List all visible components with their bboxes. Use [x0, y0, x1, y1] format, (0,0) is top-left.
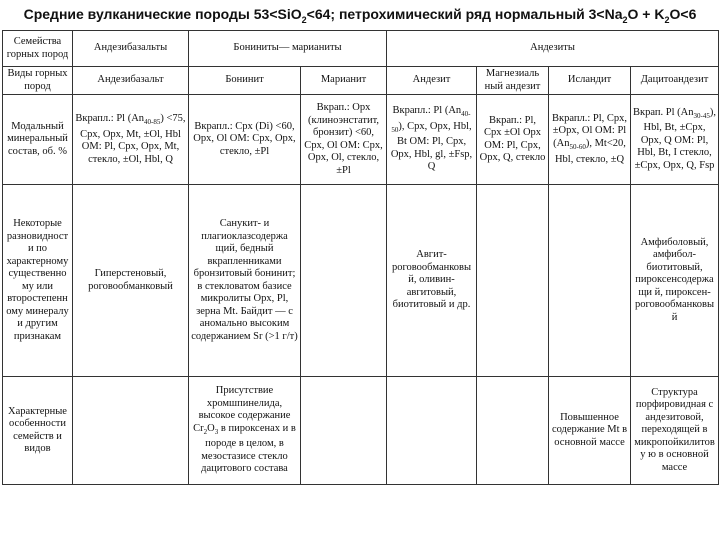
modal-marianite: Вкрап.: Opx (клиноэнстатит, бронзит) <60, Cpx, Ol OM: Cpx, Opx, Ol, стекло, ±Pl: [301, 95, 387, 185]
modal-andesibasalt: Вкрапл.: Pl $(An_{40-85}) <75$, Cpx, Opx, Mt, ±Ol, Hbl OM: Pl, Cpx, Opx, Mt, стекло, ±Ol, Hbl, Q: [73, 95, 189, 185]
kind-andesite: Андезит: [387, 67, 477, 95]
varieties-islandite: [549, 185, 631, 377]
kinds-row: [3, 67, 719, 95]
family-boninites: Бониниты— марианиты: [189, 31, 387, 67]
rock-classification-table: [2, 30, 719, 485]
varieties-andesite: Авгит- роговообманковы й, оливин- авгитовый, биотитовый и др.: [387, 185, 477, 377]
modal-mg-andesite: Вкрап.: Pl, Cpx ±Ol Opx OM: Pl, Cpx, Opx, Q, стекло: [477, 95, 549, 185]
kind-islandite: Исландит: [549, 67, 631, 95]
features-boninite: Присутствие хромшпинелида, высокое содержание $Cr_2O_3$ в пироксенах и в породе в целом, в мезостазисе стекло дацитового состава: [189, 377, 301, 485]
features-marianite: [301, 377, 387, 485]
families-label: Семейства горных пород: [3, 31, 73, 67]
varieties-andesibasalt: Гиперстеновый, роговообманковый: [73, 185, 189, 377]
modal-row: [3, 95, 719, 185]
features-mg-andesite: [477, 377, 549, 485]
modal-boninite: Вкрапл.: Cpx (Di) <60, Opx, Ol OM: Cpx, Opx, стекло, ±Pl: [189, 95, 301, 185]
varieties-mg-andesite: [477, 185, 549, 377]
kind-mg-andesite: Магнезиаль ный андезит: [477, 67, 549, 95]
features-dacitoandesite: Структура порфировидная с андезитовой, переходящей в микропойкилитову ю в основной массе: [631, 377, 719, 485]
features-andesite: [387, 377, 477, 485]
varieties-dacitoandesite: Амфиболовый, амфибол- биотитовый, пироксенсодержащи й, пироксен- роговообманковый: [631, 185, 719, 377]
page-title: Средние вулканические породы 53<SiO$_2$<64; петрохимический ряд нормальный $3<Na_2O + K_2O<6$: [23, 6, 697, 25]
family-andesibasalts: Андезибазальты: [73, 31, 189, 67]
families-row: [3, 31, 719, 67]
kind-boninite: Бонинит: [189, 67, 301, 95]
kind-dacitoandesite: Дацитоандезит: [631, 67, 719, 95]
kind-marianite: Марианит: [301, 67, 387, 95]
features-islandite: Повышенное содержание Mt в основной массе: [549, 377, 631, 485]
features-andesibasalt: [73, 377, 189, 485]
varieties-row: [3, 185, 719, 377]
kinds-label: Виды горных пород: [3, 67, 73, 95]
features-label: Характерные особенности семейств и видов: [3, 377, 73, 485]
modal-dacitoandesite: Вкрап. Pl $(An_{30-45})$, Hbl, Bt, ±Cpx, Opx, Q OM: Pl, Hbl, Bt, I стекло, ±Cpx, Opx, Q, Fsp: [631, 95, 719, 185]
features-row: [3, 377, 719, 485]
modal-andesite: Вкрапл.: Pl $(An_{40-50})$, Cpx, Opx, Hbl, Bt OM: Pl, Cpx, Opx, Hbl, gl, ±Fsp, Q: [387, 95, 477, 185]
modal-label: Модальный минеральный состав, об. %: [3, 95, 73, 185]
varieties-label: Некоторые разновидност и по характерному существенно му или второстепенн ому минералу и другим признакам: [3, 185, 73, 377]
family-andesites: Андезиты: [387, 31, 719, 67]
varieties-boninite: Санукит- и плагиоклазсодержа щий, бедный вкрапленниками бронзитовый бонинит; в стекловатом базисе микролиты Opx, Pl, зерна Mt. Байдит — с аномально высоким содержанием Sr (>1 г/т): [189, 185, 301, 377]
modal-islandite: Вкрапл.: Pl, Cpx, ±Opx, Ol OM: Pl $(An_{50-60})$, Mt<20, Hbl, стекло, ±Q: [549, 95, 631, 185]
varieties-marianite: [301, 185, 387, 377]
kind-andesibasalt: Андезибазальт: [73, 67, 189, 95]
